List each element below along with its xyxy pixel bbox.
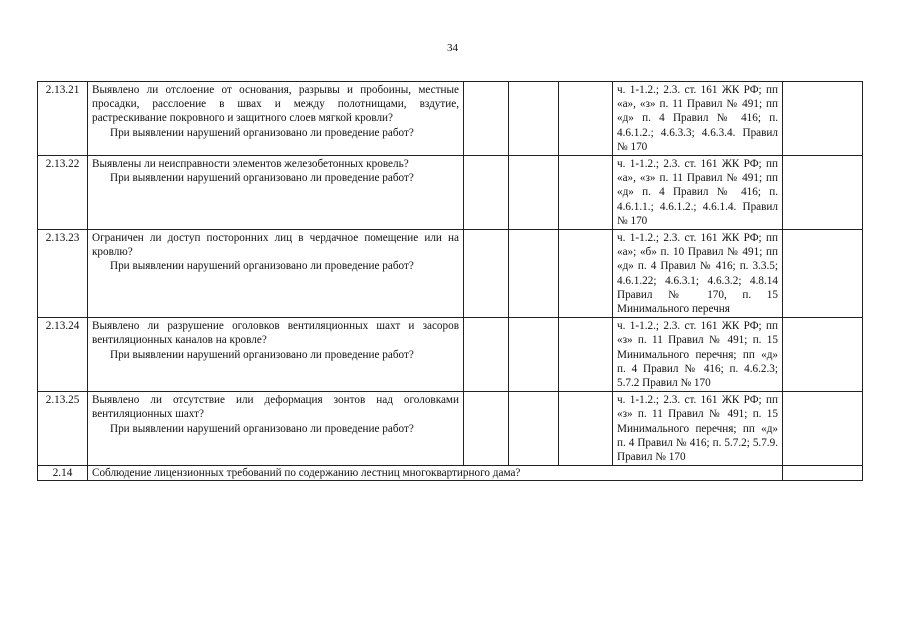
notes-cell (783, 466, 863, 481)
answer-no-cell (509, 82, 559, 156)
question-cell (88, 318, 464, 392)
answer-na-cell (559, 156, 613, 230)
answer-yes-cell (464, 318, 509, 392)
section-title: Соблюдение лицензионных требований по содержанию лестниц многоквартирного дама? (88, 466, 783, 481)
reference-cell: ч. 1-1.2.; 2.3. ст. 161 ЖК РФ; пп «а», «з» п. 11 Правил № 491; пп «д» п. 4 Правил № 416; п. 4.6.1.1.; 4.6.1.2.; 4.6.1.4. Правил № 170 (613, 156, 783, 230)
item-number: 2.13.23 (38, 230, 88, 318)
table-row (38, 156, 863, 230)
answer-no-cell (509, 392, 559, 466)
item-number: 2.13.21 (38, 82, 88, 156)
notes-cell (783, 156, 863, 230)
answer-na-cell (559, 82, 613, 156)
section-number: 2.14 (38, 466, 88, 481)
question-cell (88, 156, 464, 230)
notes-cell (783, 318, 863, 392)
checklist-rows (38, 82, 863, 481)
question-text: Выявлено ли отсутствие или деформация зонтов над оголовками вентиляционных шахт? (92, 394, 459, 421)
item-number: 2.13.24 (38, 318, 88, 392)
question-cell (88, 392, 464, 466)
answer-no-cell (509, 230, 559, 318)
item-number: 2.13.25 (38, 392, 88, 466)
notes-cell (783, 230, 863, 318)
answer-yes-cell (464, 156, 509, 230)
notes-cell (783, 82, 863, 156)
answer-na-cell (559, 230, 613, 318)
answer-no-cell (509, 156, 559, 230)
question-cell (88, 230, 464, 318)
reference-cell: ч. 1-1.2.; 2.3. ст. 161 ЖК РФ; пп «а», «з» п. 11 Правил № 491; пп «д» п. 4 Правил № 416; п. 4.6.1.2.; 4.6.3.3; 4.6.3.4. Правил № 170 (613, 82, 783, 156)
question-text: Выявлено ли разрушение оголовков вентиляционных шахт и засоров вентиляционных каналов на кровле? (92, 320, 459, 347)
question-text: Ограничен ли доступ посторонних лиц в чердачное помещение или на кровлю? (92, 232, 459, 259)
reference-cell: ч. 1-1.2.; 2.3. ст. 161 ЖК РФ; пп «з» п. 11 Правил № 491; п. 15 Минимального перечня; пп «д» п. 4 Правил № 416; п. 5.7.2; 5.7.9. Правил № 170 (613, 392, 783, 466)
question-cell (88, 82, 464, 156)
reference-cell: ч. 1-1.2.; 2.3. ст. 161 ЖК РФ; пп «з» п. 11 Правил № 491; п. 15 Минимального перечня; пп «д» п. 4 Правил № 416; п. 4.6.2.3; 5.7.2 Правил № 170 (613, 318, 783, 392)
answer-no-cell (509, 318, 559, 392)
answer-yes-cell (464, 392, 509, 466)
answer-yes-cell (464, 230, 509, 318)
table-row (38, 230, 863, 318)
followup-text: При выявлении нарушений организовано ли проведение работ? (110, 422, 414, 435)
table-row (38, 82, 863, 156)
followup-text: При выявлении нарушений организовано ли проведение работ? (110, 172, 414, 185)
inspection-checklist-table (37, 81, 863, 481)
answer-na-cell (559, 318, 613, 392)
table-row (38, 318, 863, 392)
page-number: 34 (447, 42, 458, 54)
followup-text: При выявлении нарушений организовано ли проведение работ? (110, 126, 414, 139)
followup-text: При выявлении нарушений организовано ли проведение работ? (110, 348, 414, 361)
answer-yes-cell (464, 82, 509, 156)
section-row (38, 466, 863, 481)
item-number: 2.13.22 (38, 156, 88, 230)
notes-cell (783, 392, 863, 466)
question-text: Выявлено ли отслоение от основания, разрывы и пробоины, местные просадки, расслоение в швах и между полотнищами, вздутие, растрескивание покровного и защитного слоев мягкой кровли? (92, 84, 459, 125)
question-text: Выявлены ли неисправности элементов железобетонных кровель? (92, 158, 409, 171)
followup-text: При выявлении нарушений организовано ли проведение работ? (110, 260, 414, 273)
table-row (38, 392, 863, 466)
answer-na-cell (559, 392, 613, 466)
reference-cell: ч. 1-1.2.; 2.3. ст. 161 ЖК РФ; пп «а»; «б» п. 10 Правил № 491; пп «д» п. 4 Правил № 416; п. 3.3.5; 4.6.1.22; 4.6.3.1; 4.6.3.2; 4.8.14 Правил № 170, п. 15 Минимального перечня (613, 230, 783, 318)
